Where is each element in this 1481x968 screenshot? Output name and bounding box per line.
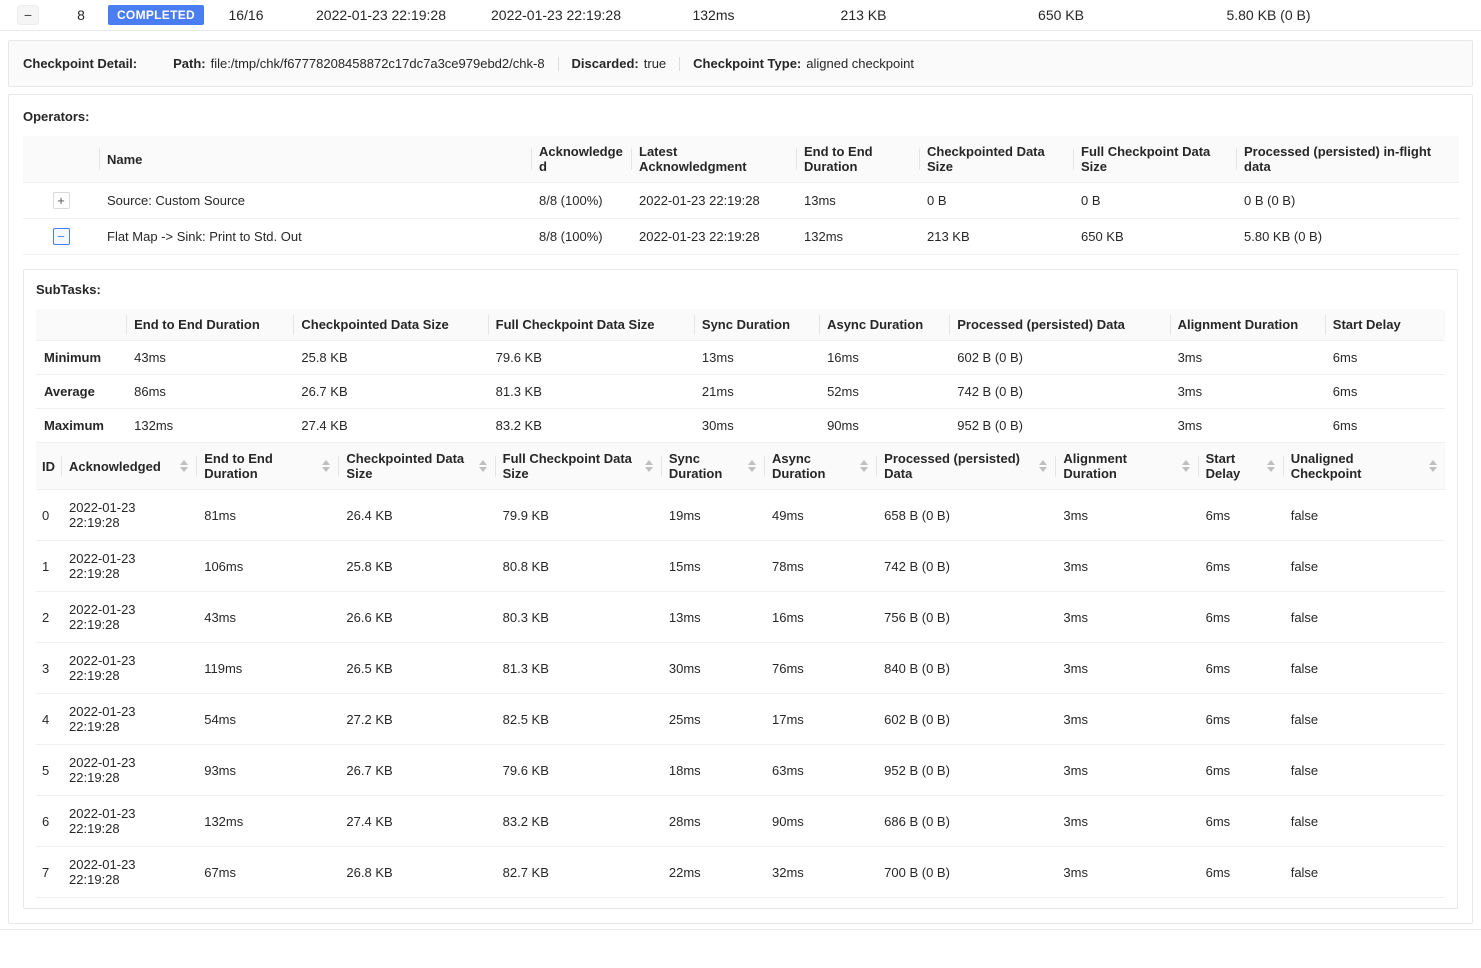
checkpointed-size: 26.7 KB bbox=[293, 375, 487, 409]
operator-row bbox=[23, 183, 1459, 219]
e2e-duration: 86ms bbox=[126, 375, 293, 409]
timestamp: 2022-01-23 22:19:28 bbox=[69, 551, 136, 581]
full-size: 80.3 KB bbox=[495, 592, 661, 643]
async-duration: 63ms bbox=[764, 745, 876, 796]
col-full-checkpoint-data-size: Full Checkpoint Data Size bbox=[488, 309, 694, 341]
acknowledged bbox=[61, 745, 196, 796]
subtasks-header-row bbox=[36, 443, 1445, 490]
col-checkpointed-data-size[interactable] bbox=[338, 443, 494, 490]
processed-data: 602 B (0 B) bbox=[876, 694, 1055, 745]
divider bbox=[558, 57, 559, 71]
subtask-id: 1 bbox=[36, 541, 61, 592]
col-processed-in-flight: Processed (persisted) in-flight data bbox=[1236, 136, 1459, 183]
operators-table bbox=[23, 136, 1459, 255]
full-size: 82.5 KB bbox=[495, 694, 661, 745]
full-size: 79.6 KB bbox=[488, 341, 694, 375]
sort-icons[interactable] bbox=[645, 460, 653, 472]
processed-data: 742 B (0 B) bbox=[949, 375, 1169, 409]
acknowledged bbox=[61, 694, 196, 745]
operator-acknowledged: 8/8 (100%) bbox=[531, 183, 631, 219]
col-end-to-end-duration: End to End Duration bbox=[796, 136, 919, 183]
start-delay: 6ms bbox=[1198, 847, 1283, 898]
alignment-duration: 3ms bbox=[1055, 592, 1197, 643]
end-to-end-duration: 132ms bbox=[692, 7, 735, 23]
col-unaligned-checkpoint[interactable] bbox=[1283, 443, 1445, 490]
timestamp: 2022-01-23 22:19:28 bbox=[69, 806, 136, 836]
col-acknowledged[interactable] bbox=[61, 443, 196, 490]
col-full-checkpoint-data-size[interactable] bbox=[495, 443, 661, 490]
e2e-duration: 132ms bbox=[126, 409, 293, 443]
checkpointed-size: 27.4 KB bbox=[293, 409, 487, 443]
async-duration: 16ms bbox=[819, 341, 949, 375]
subtask-row bbox=[36, 847, 1445, 898]
sort-icons[interactable] bbox=[1039, 460, 1047, 472]
collapse-row-icon[interactable]: − bbox=[17, 5, 39, 25]
subtask-id: 0 bbox=[36, 490, 61, 541]
col-latest-acknowledgment: Latest Acknowledgment bbox=[631, 136, 796, 183]
start-delay: 6ms bbox=[1198, 796, 1283, 847]
col-sync-duration: Sync Duration bbox=[694, 309, 819, 341]
status-cell bbox=[106, 5, 206, 25]
unaligned-checkpoint: false bbox=[1283, 847, 1445, 898]
subtask-row bbox=[36, 643, 1445, 694]
status-badge: COMPLETED bbox=[108, 5, 204, 25]
checkpointed-data-size: 213 KB bbox=[840, 7, 887, 23]
start-delay: 6ms bbox=[1198, 592, 1283, 643]
sync-duration: 13ms bbox=[661, 592, 764, 643]
processed-data: 756 B (0 B) bbox=[876, 592, 1055, 643]
col-acknowledged: Acknowledged bbox=[531, 136, 631, 183]
alignment-duration: 3ms bbox=[1170, 341, 1325, 375]
operator-processed: 0 B (0 B) bbox=[1236, 183, 1459, 219]
operator-latest-acknowledgment: 2022-01-23 22:19:28 bbox=[631, 219, 796, 255]
acknowledged bbox=[61, 847, 196, 898]
subtask-id: 5 bbox=[36, 745, 61, 796]
col-checkpointed-data-size: Checkpointed Data Size bbox=[293, 309, 487, 341]
sync-duration: 25ms bbox=[661, 694, 764, 745]
col-label: Acknowledged bbox=[69, 458, 161, 474]
alignment-duration: 3ms bbox=[1170, 409, 1325, 443]
col-end-to-end-duration: End to End Duration bbox=[126, 309, 293, 341]
e2e-duration: 43ms bbox=[196, 592, 338, 643]
processed-data: 840 B (0 B) bbox=[876, 643, 1055, 694]
checkpoint-detail-bar bbox=[8, 40, 1473, 87]
sort-icons[interactable] bbox=[748, 460, 756, 472]
full-size: 80.8 KB bbox=[495, 541, 661, 592]
row-divider bbox=[0, 929, 1481, 930]
col-label: Alignment Duration bbox=[1063, 451, 1127, 481]
full-checkpoint-data-size: 650 KB bbox=[1038, 7, 1084, 23]
operator-full-size: 0 B bbox=[1073, 183, 1236, 219]
alignment-duration: 3ms bbox=[1055, 490, 1197, 541]
async-duration: 90ms bbox=[819, 409, 949, 443]
acknowledged bbox=[61, 643, 196, 694]
col-label: End to End Duration bbox=[204, 451, 273, 481]
subtask-id: 3 bbox=[36, 643, 61, 694]
checkpoint-id: 8 bbox=[77, 7, 85, 23]
unaligned-checkpoint: false bbox=[1283, 541, 1445, 592]
async-duration: 16ms bbox=[764, 592, 876, 643]
sync-duration: 28ms bbox=[661, 796, 764, 847]
timestamp: 2022-01-23 22:19:28 bbox=[69, 857, 136, 887]
col-label: Unaligned Checkpoint bbox=[1290, 451, 1362, 481]
unaligned-checkpoint: false bbox=[1283, 745, 1445, 796]
operator-name: Source: Custom Source bbox=[99, 183, 531, 219]
full-size: 79.9 KB bbox=[495, 490, 661, 541]
operator-full-size: 650 KB bbox=[1073, 219, 1236, 255]
start-delay: 6ms bbox=[1198, 643, 1283, 694]
timestamp: 2022-01-23 22:19:28 bbox=[69, 755, 136, 785]
processed-data: 952 B (0 B) bbox=[876, 745, 1055, 796]
e2e-duration: 67ms bbox=[196, 847, 338, 898]
subtask-id: 4 bbox=[36, 694, 61, 745]
col-label: Start Delay bbox=[1205, 451, 1241, 481]
operator-checkpointed-size: 213 KB bbox=[919, 219, 1073, 255]
start-delay: 6ms bbox=[1198, 541, 1283, 592]
checkpointed-size: 26.8 KB bbox=[338, 847, 494, 898]
checkpointed-size: 27.4 KB bbox=[338, 796, 494, 847]
sync-duration: 18ms bbox=[661, 745, 764, 796]
operators-header-row bbox=[23, 136, 1459, 183]
processed-data: 952 B (0 B) bbox=[949, 409, 1169, 443]
discarded-label: Discarded: bbox=[571, 56, 639, 71]
alignment-duration: 3ms bbox=[1170, 375, 1325, 409]
col-start-delay[interactable] bbox=[1198, 443, 1283, 490]
col-start-delay: Start Delay bbox=[1325, 309, 1445, 341]
acknowledged-count: 16/16 bbox=[228, 7, 264, 23]
timestamp: 2022-01-23 22:19:28 bbox=[69, 653, 136, 683]
checkpoint-type-value: aligned checkpoint bbox=[806, 56, 914, 71]
checkpointed-size: 26.5 KB bbox=[338, 643, 494, 694]
operators-title: Operators: bbox=[23, 109, 90, 124]
checkpointed-size: 25.8 KB bbox=[293, 341, 487, 375]
subtask-row bbox=[36, 796, 1445, 847]
processed-data: 602 B (0 B) bbox=[949, 341, 1169, 375]
subtasks-section bbox=[23, 269, 1458, 909]
col-name: Name bbox=[99, 136, 531, 183]
path-value: file:/tmp/chk/f67778208458872c17dc7a3ce979ebd2/chk-8 bbox=[210, 56, 545, 71]
subtask-id: 7 bbox=[36, 847, 61, 898]
subtask-row bbox=[36, 745, 1445, 796]
col-processed-data: Processed (persisted) Data bbox=[949, 309, 1169, 341]
trigger-time: 2022-01-23 22:19:28 bbox=[316, 7, 446, 23]
expand-row-icon[interactable]: + bbox=[53, 192, 70, 209]
start-delay: 6ms bbox=[1325, 341, 1445, 375]
col-label: Full Checkpoint Data Size bbox=[502, 451, 632, 481]
sync-duration: 30ms bbox=[694, 409, 819, 443]
unaligned-checkpoint: false bbox=[1283, 592, 1445, 643]
sort-icons[interactable] bbox=[322, 460, 330, 472]
summary-row-maximum bbox=[36, 409, 1445, 443]
timestamp: 2022-01-23 22:19:28 bbox=[69, 602, 136, 632]
col-label: Async Duration bbox=[772, 451, 826, 481]
acknowledged bbox=[61, 592, 196, 643]
collapse-row-icon[interactable]: − bbox=[53, 228, 70, 245]
alignment-duration: 3ms bbox=[1055, 643, 1197, 694]
col-alignment-duration: Alignment Duration bbox=[1170, 309, 1325, 341]
alignment-duration: 3ms bbox=[1055, 541, 1197, 592]
divider bbox=[679, 57, 680, 71]
checkpoint-detail-panel bbox=[8, 94, 1473, 924]
sync-duration: 30ms bbox=[661, 643, 764, 694]
subtasks-summary-table bbox=[36, 309, 1445, 443]
subtasks-title: SubTasks: bbox=[36, 282, 101, 297]
sort-icons[interactable] bbox=[180, 460, 188, 472]
subtask-row bbox=[36, 694, 1445, 745]
sort-icons[interactable] bbox=[1182, 460, 1190, 472]
col-label: Checkpointed Data Size bbox=[346, 451, 465, 481]
subtasks-detail-table bbox=[36, 443, 1445, 898]
alignment-duration: 3ms bbox=[1055, 694, 1197, 745]
subtask-id: 6 bbox=[36, 796, 61, 847]
col-alignment-duration[interactable] bbox=[1055, 443, 1197, 490]
unaligned-checkpoint: false bbox=[1283, 796, 1445, 847]
col-end-to-end-duration[interactable] bbox=[196, 443, 338, 490]
processed-in-flight-data: 5.80 KB (0 B) bbox=[1226, 7, 1311, 23]
e2e-duration: 132ms bbox=[196, 796, 338, 847]
processed-data: 658 B (0 B) bbox=[876, 490, 1055, 541]
checkpointed-size: 27.2 KB bbox=[338, 694, 494, 745]
async-duration: 76ms bbox=[764, 643, 876, 694]
async-duration: 32ms bbox=[764, 847, 876, 898]
full-size: 81.3 KB bbox=[488, 375, 694, 409]
alignment-duration: 3ms bbox=[1055, 745, 1197, 796]
checkpointed-size: 26.7 KB bbox=[338, 745, 494, 796]
processed-data: 686 B (0 B) bbox=[876, 796, 1055, 847]
col-full-checkpoint-data-size: Full Checkpoint Data Size bbox=[1073, 136, 1236, 183]
acknowledged bbox=[61, 541, 196, 592]
async-duration: 90ms bbox=[764, 796, 876, 847]
sort-icons[interactable] bbox=[1429, 460, 1437, 472]
checkpointed-size: 26.4 KB bbox=[338, 490, 494, 541]
alignment-duration: 3ms bbox=[1055, 847, 1197, 898]
checkpointed-size: 26.6 KB bbox=[338, 592, 494, 643]
collapse-cell bbox=[0, 5, 56, 25]
e2e-duration: 43ms bbox=[126, 341, 293, 375]
stat-label: Minimum bbox=[36, 341, 126, 375]
stat-label-header bbox=[36, 309, 126, 341]
operator-name: Flat Map -> Sink: Print to Std. Out bbox=[99, 219, 531, 255]
full-size: 82.7 KB bbox=[495, 847, 661, 898]
subtask-row bbox=[36, 541, 1445, 592]
operator-checkpointed-size: 0 B bbox=[919, 183, 1073, 219]
async-duration: 49ms bbox=[764, 490, 876, 541]
path-label: Path: bbox=[173, 56, 206, 71]
col-label: Sync Duration bbox=[668, 451, 723, 481]
async-duration: 78ms bbox=[764, 541, 876, 592]
col-checkpointed-data-size: Checkpointed Data Size bbox=[919, 136, 1073, 183]
stat-label: Maximum bbox=[36, 409, 126, 443]
unaligned-checkpoint: false bbox=[1283, 694, 1445, 745]
summary-row-average bbox=[36, 375, 1445, 409]
operator-e2e-duration: 132ms bbox=[796, 219, 919, 255]
start-delay: 6ms bbox=[1198, 490, 1283, 541]
start-delay: 6ms bbox=[1198, 745, 1283, 796]
full-size: 79.6 KB bbox=[495, 745, 661, 796]
async-duration: 52ms bbox=[819, 375, 949, 409]
expand-cell bbox=[23, 183, 99, 219]
e2e-duration: 93ms bbox=[196, 745, 338, 796]
e2e-duration: 119ms bbox=[196, 643, 338, 694]
processed-data: 742 B (0 B) bbox=[876, 541, 1055, 592]
acknowledged bbox=[61, 796, 196, 847]
col-async-duration: Async Duration bbox=[819, 309, 949, 341]
checkpoint-row bbox=[0, 0, 1481, 31]
full-size: 83.2 KB bbox=[488, 409, 694, 443]
checkpoint-type-label: Checkpoint Type: bbox=[693, 56, 802, 71]
expand-cell bbox=[23, 219, 99, 255]
full-size: 83.2 KB bbox=[495, 796, 661, 847]
timestamp: 2022-01-23 22:19:28 bbox=[69, 704, 136, 734]
sync-duration: 21ms bbox=[694, 375, 819, 409]
e2e-duration: 106ms bbox=[196, 541, 338, 592]
sync-duration: 22ms bbox=[661, 847, 764, 898]
timestamp: 2022-01-23 22:19:28 bbox=[69, 500, 136, 530]
col-id: ID bbox=[36, 443, 61, 490]
acknowledged bbox=[61, 490, 196, 541]
operator-acknowledged: 8/8 (100%) bbox=[531, 219, 631, 255]
unaligned-checkpoint: false bbox=[1283, 490, 1445, 541]
unaligned-checkpoint: false bbox=[1283, 643, 1445, 694]
alignment-duration: 3ms bbox=[1055, 796, 1197, 847]
col-processed-data[interactable] bbox=[876, 443, 1055, 490]
sync-duration: 19ms bbox=[661, 490, 764, 541]
discarded-value: true bbox=[643, 56, 667, 71]
start-delay: 6ms bbox=[1325, 409, 1445, 443]
stat-label: Average bbox=[36, 375, 126, 409]
operator-processed: 5.80 KB (0 B) bbox=[1236, 219, 1459, 255]
operator-e2e-duration: 13ms bbox=[796, 183, 919, 219]
expand-column-header bbox=[23, 136, 99, 183]
col-async-duration[interactable] bbox=[764, 443, 876, 490]
detail-bar-title: Checkpoint Detail: bbox=[23, 56, 138, 71]
e2e-duration: 54ms bbox=[196, 694, 338, 745]
summary-header-row bbox=[36, 309, 1445, 341]
subtask-id: 2 bbox=[36, 592, 61, 643]
operator-latest-acknowledgment: 2022-01-23 22:19:28 bbox=[631, 183, 796, 219]
col-sync-duration[interactable] bbox=[661, 443, 764, 490]
async-duration: 17ms bbox=[764, 694, 876, 745]
e2e-duration: 81ms bbox=[196, 490, 338, 541]
sort-icons[interactable] bbox=[479, 460, 487, 472]
summary-row-minimum bbox=[36, 341, 1445, 375]
sync-duration: 15ms bbox=[661, 541, 764, 592]
start-delay: 6ms bbox=[1325, 375, 1445, 409]
subtask-row bbox=[36, 592, 1445, 643]
sort-icons[interactable] bbox=[1267, 460, 1275, 472]
start-delay: 6ms bbox=[1198, 694, 1283, 745]
sort-icons[interactable] bbox=[860, 460, 868, 472]
col-label: Processed (persisted) Data bbox=[884, 451, 1020, 481]
operator-row bbox=[23, 219, 1459, 255]
checkpointed-size: 25.8 KB bbox=[338, 541, 494, 592]
processed-data: 700 B (0 B) bbox=[876, 847, 1055, 898]
subtask-row bbox=[36, 490, 1445, 541]
full-size: 81.3 KB bbox=[495, 643, 661, 694]
latest-acknowledgement: 2022-01-23 22:19:28 bbox=[491, 7, 621, 23]
sync-duration: 13ms bbox=[694, 341, 819, 375]
